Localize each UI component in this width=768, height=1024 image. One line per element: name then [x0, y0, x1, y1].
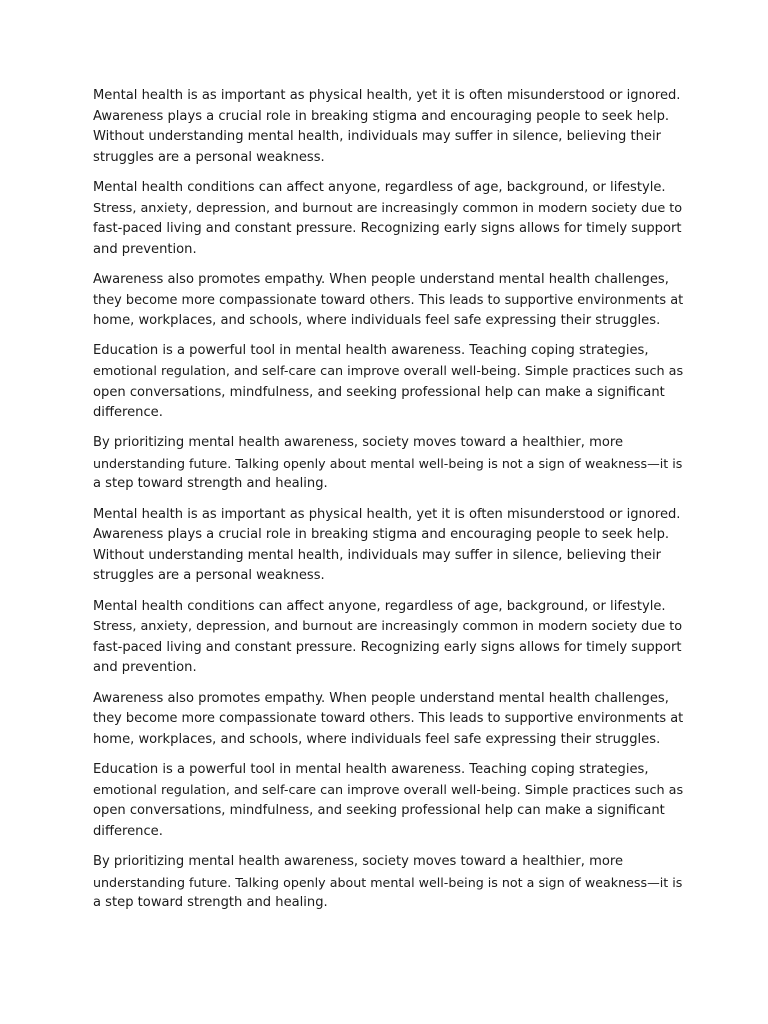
- paragraph-line: difference.: [93, 405, 163, 421]
- paragraph-line: Mental health is as important as physical health, yet it is often misunderstood or ignored.: [93, 88, 681, 103]
- paragraph-line: understanding future. Talking openly about mental well-being is not a sign of weakness—it is: [93, 455, 683, 471]
- paragraph: [93, 505, 683, 587]
- paragraph: [93, 597, 683, 679]
- paragraph-line: By prioritizing mental health awareness, society moves toward a healthier, more: [93, 853, 624, 869]
- paragraph-line: Mental health conditions can affect anyone, regardless of age, background, or lifestyle.: [93, 179, 666, 195]
- paragraph-line: difference.: [93, 823, 163, 839]
- paragraph-line: struggles are a personal weakness.: [93, 149, 325, 165]
- paragraph: [93, 852, 683, 914]
- paragraph-line: Awareness plays a crucial role in breaking stigma and encouraging people to seek help.: [93, 527, 670, 543]
- paragraph-line: Without understanding mental health, individuals may suffer in silence, believing their: [93, 129, 661, 145]
- paragraph: [93, 178, 683, 260]
- paragraph-line: they become more compassionate toward others. This leads to supportive environments at: [93, 292, 684, 308]
- paragraph-line: Stress, anxiety, depression, and burnout are increasingly common in modern society due to: [93, 200, 683, 216]
- paragraph-line: home, workplaces, and schools, where individuals feel safe expressing their struggles.: [93, 313, 661, 329]
- paragraph: [93, 760, 683, 842]
- paragraph-line: Without understanding mental health, individuals may suffer in silence, believing their: [93, 547, 661, 563]
- paragraph-line: emotional regulation, and self-care can improve overall well-being. Simple practices such as: [93, 363, 684, 379]
- paragraph-line: Education is a powerful tool in mental health awareness. Teaching coping strategies,: [93, 761, 649, 777]
- paragraph-line: home, workplaces, and schools, where individuals feel safe expressing their struggles.: [93, 731, 661, 747]
- document-body: [93, 86, 683, 923]
- paragraph-line: fast-paced living and constant pressure. Recognizing early signs allows for timely support: [93, 221, 682, 237]
- paragraph-line: struggles are a personal weakness.: [93, 568, 325, 584]
- paragraph-line: By prioritizing mental health awareness, society moves toward a healthier, more: [93, 435, 624, 451]
- paragraph: [93, 341, 683, 423]
- paragraph-line: open conversations, mindfulness, and seeking professional help can make a significant: [93, 384, 665, 400]
- paragraph-line: Awareness also promotes empathy. When people understand mental health challenges,: [93, 690, 669, 706]
- paragraph-line: a step toward strength and healing.: [93, 895, 328, 911]
- paragraph: [93, 86, 683, 168]
- paragraph: [93, 433, 683, 495]
- paragraph-line: fast-paced living and constant pressure. Recognizing early signs allows for timely support: [93, 639, 682, 655]
- paragraph-line: Awareness plays a crucial role in breaking stigma and encouraging people to seek help.: [93, 108, 670, 124]
- paragraph: [93, 270, 683, 332]
- paragraph-line: understanding future. Talking openly about mental well-being is not a sign of weakness—it is: [93, 874, 683, 890]
- paragraph-line: Stress, anxiety, depression, and burnout are increasingly common in modern society due to: [93, 619, 683, 635]
- paragraph-line: open conversations, mindfulness, and seeking professional help can make a significant: [93, 803, 665, 819]
- paragraph-line: Mental health conditions can affect anyone, regardless of age, background, or lifestyle.: [93, 598, 666, 614]
- paragraph: [93, 689, 683, 751]
- paragraph-line: a step toward strength and healing.: [93, 476, 328, 492]
- paragraph-line: Education is a powerful tool in mental health awareness. Teaching coping strategies,: [93, 343, 649, 359]
- paragraph-line: and prevention.: [93, 660, 197, 676]
- paragraph-line: and prevention.: [93, 241, 197, 257]
- paragraph-line: Awareness also promotes empathy. When people understand mental health challenges,: [93, 271, 669, 287]
- paragraph-line: Mental health is as important as physical health, yet it is often misunderstood or ignored.: [93, 506, 681, 522]
- paragraph-line: emotional regulation, and self-care can improve overall well-being. Simple practices such as: [93, 782, 684, 798]
- paragraph-line: they become more compassionate toward others. This leads to supportive environments at: [93, 711, 684, 727]
